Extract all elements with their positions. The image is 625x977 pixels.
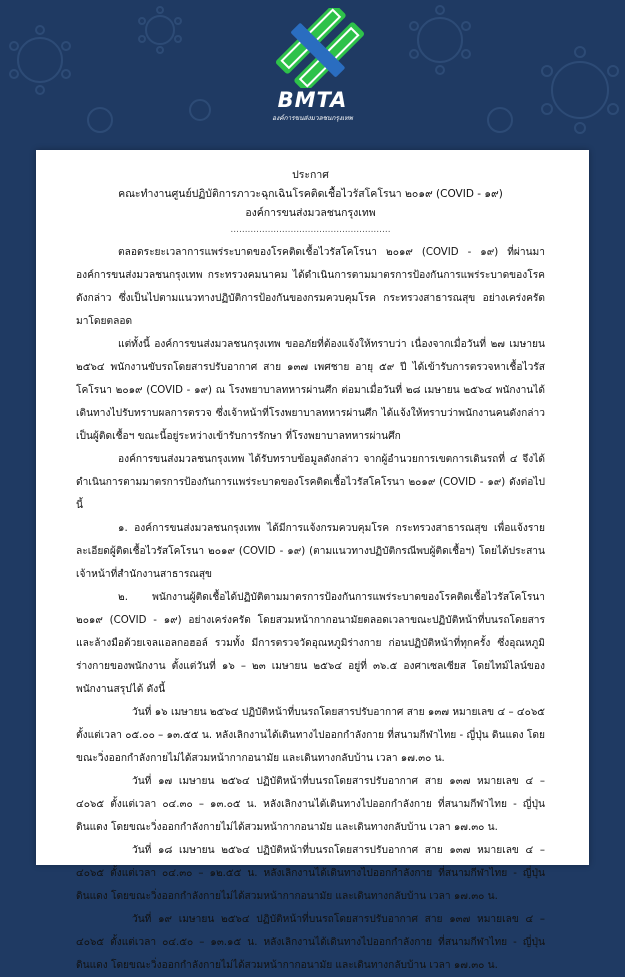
announcement-document [36,150,589,971]
announcement-org: องค์การขนส่งมวลชนกรุงเทพ [245,207,376,219]
separator: ........................................................ [230,225,391,235]
paragraph: ๒. พนักงานผู้ติดเชื้อได้ปฏิบัติตามมาตรการป้องกันการแพร่ระบาดของโรคติดเชื้อไวรัสโคโรนา ๒๐๑๙ (COVID - ๑๙) อย่างเคร่งครัด โดยสวมหน้ากากอนามัยตลอดเวลาขณะปฏิบัติหน้าที่บนรถโดยสาร และล้างมือด้วยเจลแอลกอฮอล์ รวมทั้ง มีการตรวจวัดอุณหภูมิร่างกาย ก่อนปฏิบัติหน้าที่ทุกครั้ง ซึ่งอุณหภูมิร่างกายของพนักงาน ตั้งแต่วันที่ ๑๖ – ๒๓ เมษายน ๒๕๖๔ อยู่ที่ ๓๖.๕ องศาเซลเซียส โดยไทม์ไลน์ของพนักงานสรุปได้ ดังนี้ [76,592,545,695]
timeline-item: วันที่ ๑๖ เมษายน ๒๕๖๔ ปฏิบัติหน้าที่บนรถโดยสารปรับอากาศ สาย ๑๓๗ หมายเลข ๔ – ๔๐๖๕ ตั้งแต่เวลา ๐๕.๐๐ – ๑๓.๕๕ น. หลังเลิกงานได้เดินทางไปออกกำลังกาย ที่สนามกีฬาไทย - ญี่ปุ่น ดินแดง โดยขณะวิ่งออกกำลังกายไม่ได้สวมหน้ากากอนามัย และเดินทางกลับบ้าน เวลา ๑๗.๓๐ น. [76,707,545,764]
brand-name: BMTA [277,88,348,112]
timeline-item: วันที่ ๑๙ เมษายน ๒๕๖๔ ปฏิบัติหน้าที่บนรถโดยสารปรับอากาศ สาย ๑๓๗ หมายเลข ๔ – ๔๐๖๕ ตั้งแต่เวลา ๐๔.๕๐ – ๑๓.๑๕ น. หลังเลิกงานได้เดินทางไปออกกำลังกาย ที่สนามกีฬาไทย - ญี่ปุ่น ดินแดง โดยขณะวิ่งออกกำลังกายไม่ได้สวมหน้ากากอนามัย และเดินทางกลับบ้าน เวลา ๑๗.๓๐ น. [76,914,545,971]
bmta-logo-icon [270,8,370,88]
announcement-title-block [76,166,545,223]
paragraph: แต่ทั้งนี้ องค์การขนส่งมวลชนกรุงเทพ ขออภัยที่ต้องแจ้งให้ทราบว่า เนื่องจากเมื่อวันที่ ๒๗ เมษายน ๒๕๖๔ พนักงานขับรถโดยสารปรับอากาศ สาย ๑๓๗ เพศชาย อายุ ๕๙ ปี ได้เข้ารับการตรวจหาเชื้อไวรัสโคโรนา ๒๐๑๙ (COVID - ๑๙) ณ โรงพยาบาลทหารผ่านศึก ต่อมาเมื่อวันที่ ๒๘ เมษายน ๒๕๖๔ พนักงานได้เดินทางไปรับทราบผลการตรวจ ซึ่งเจ้าหน้าที่โรงพยาบาลทหารผ่านศึก ได้แจ้งให้ทราบว่าพนักงานคนดังกล่าวเป็นผู้ติดเชื้อฯ ขณะนี้อยู่ระหว่างเข้ารับการรักษา ที่โรงพยาบาลทหารผ่านศึก [76,339,545,442]
brand-subtitle: องค์การขนส่งมวลชนกรุงเทพ [272,114,353,122]
announcement-subject: คณะทำงานศูนย์ปฏิบัติการภาวะฉุกเฉินโรคติดเชื้อไวรัสโคโรนา ๒๐๑๙ (COVID - ๑๙) [118,188,503,200]
paragraph: ๑. องค์การขนส่งมวลชนกรุงเทพ ได้มีการแจ้งกรมควบคุมโรค กระทรวงสาธารณสุข เพื่อแจ้งรายละเอียดผู้ติดเชื้อไวรัสโคโรนา ๒๐๑๙ (COVID - ๑๙) (ตามแนวทางปฏิบัติกรณีพบผู้ติดเชื้อฯ) โดยได้ประสานเจ้าหน้าที่สำนักงานสาธารณสุข [76,523,545,580]
timeline-item: วันที่ ๑๘ เมษายน ๒๕๖๔ ปฏิบัติหน้าที่บนรถโดยสารปรับอากาศ สาย ๑๓๗ หมายเลข ๔ – ๔๐๖๕ ตั้งแต่เวลา ๐๔.๓๐ – ๑๒.๕๕ น. หลังเลิกงานได้เดินทางไปออกกำลังกาย ที่สนามกีฬาไทย - ญี่ปุ่น ดินแดง โดยขณะวิ่งออกกำลังกายไม่ได้สวมหน้ากากอนามัย และเดินทางกลับบ้าน เวลา ๑๗.๓๐ น. [76,845,545,902]
paragraph: ตลอดระยะเวลาการแพร่ระบาดของโรคติดเชื้อไวรัสโคโรนา ๒๐๑๙ (COVID - ๑๙) ที่ผ่านมาองค์การขนส่งมวลชนกรุงเทพ กระทรวงคมนาคม ได้ดำเนินการตามมาตรการป้องกันการแพร่ระบาดของโรคดังกล่าว ซึ่งเป็นไปตามแนวทางปฏิบัติการป้องกันของกรมควบคุมโรค กระทรวงสาธารณสุข อย่างเคร่งครัดมาโดยตลอด [76,247,545,327]
timeline-item: วันที่ ๑๗ เมษายน ๒๕๖๔ ปฏิบัติหน้าที่บนรถโดยสารปรับอากาศ สาย ๑๓๗ หมายเลข ๔ – ๔๐๖๕ ตั้งแต่เวลา ๐๔.๓๐ – ๑๓.๐๕ น. หลังเลิกงานได้เดินทางไปออกกำลังกาย ที่สนามกีฬาไทย - ญี่ปุ่น ดินแดง โดยขณะวิ่งออกกำลังกายไม่ได้สวมหน้ากากอนามัย และเดินทางกลับบ้าน เวลา ๑๗.๓๐ น. [76,776,545,833]
paragraph: องค์การขนส่งมวลชนกรุงเทพ ได้รับทราบข้อมูลดังกล่าว จากผู้อำนวยการเขตการเดินรถที่ ๔ จึงได้ดำเนินการตามมาตรการป้องกันการแพร่ระบาดของโรคติดเชื้อไวรัสโคโรนา ๒๐๑๙ (COVID - ๑๙) ดังต่อไปนี้ [76,454,545,511]
header [0,0,625,130]
announcement-heading: ประกาศ [292,169,329,181]
